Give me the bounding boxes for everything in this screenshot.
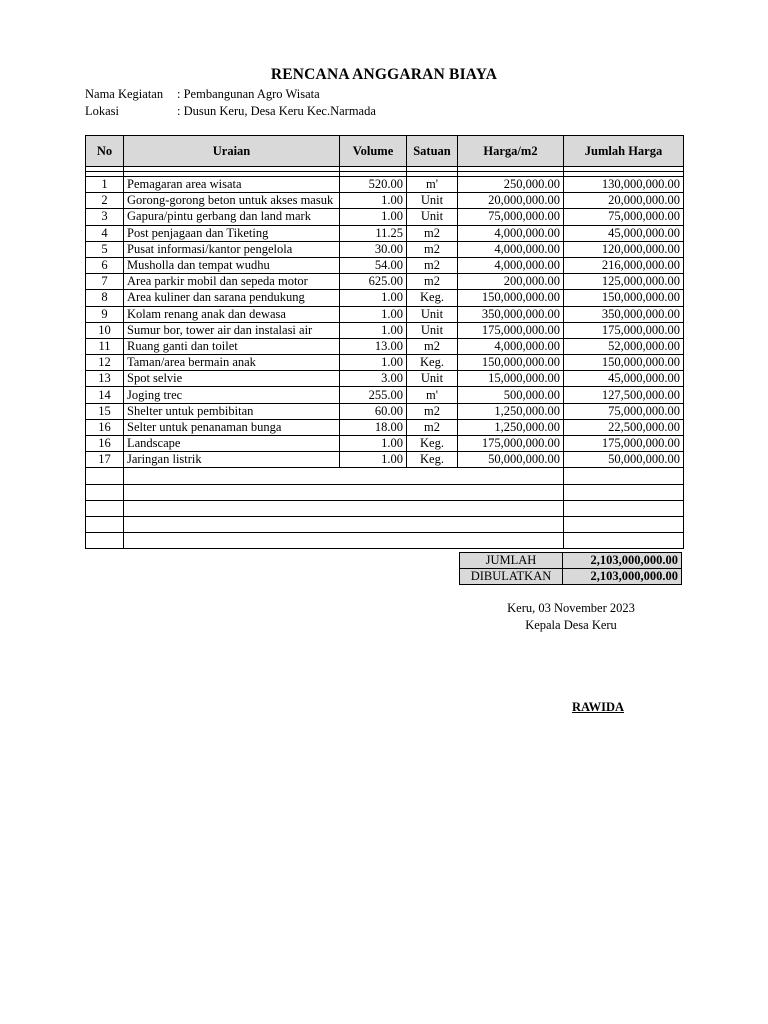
cell-no: 16 (86, 436, 124, 452)
cell-volume: 1.00 (340, 209, 407, 225)
empty-cell (86, 484, 124, 500)
cell-no: 5 (86, 241, 124, 257)
cell-uraian: Kolam renang anak dan dewasa (124, 306, 340, 322)
cell-uraian: Landscape (124, 436, 340, 452)
table-row (86, 452, 684, 468)
cell-uraian: Musholla dan tempat wudhu (124, 257, 340, 273)
cell-uraian: Area kuliner dan sarana pendukung (124, 290, 340, 306)
cell-harga: 4,000,000.00 (458, 241, 564, 257)
cell-satuan: m2 (407, 403, 458, 419)
cell-uraian: Pusat informasi/kantor pengelola (124, 241, 340, 257)
cell-jumlah: 150,000,000.00 (564, 290, 684, 306)
cell-harga: 200,000.00 (458, 274, 564, 290)
cell-volume: 13.00 (340, 338, 407, 354)
cell-uraian: Post penjagaan dan Tiketing (124, 225, 340, 241)
cell-satuan: m2 (407, 274, 458, 290)
cell-satuan: m2 (407, 338, 458, 354)
signature-position: Kepala Desa Keru (525, 618, 617, 632)
table-row (86, 257, 684, 273)
empty-cell (564, 468, 684, 484)
cell-no: 13 (86, 371, 124, 387)
cell-jumlah: 45,000,000.00 (564, 225, 684, 241)
kegiatan-value: : Pembangunan Agro Wisata (177, 87, 320, 101)
cell-volume: 1.00 (340, 290, 407, 306)
cell-jumlah: 150,000,000.00 (564, 355, 684, 371)
meta-kegiatan (85, 87, 320, 102)
cell-volume: 1.00 (340, 452, 407, 468)
empty-row (86, 484, 684, 500)
cell-harga: 175,000,000.00 (458, 436, 564, 452)
cell-volume: 18.00 (340, 419, 407, 435)
table-row (86, 338, 684, 354)
cell-uraian: Pemagaran area wisata (124, 177, 340, 193)
cell-jumlah: 20,000,000.00 (564, 193, 684, 209)
table-row (86, 419, 684, 435)
cell-jumlah: 45,000,000.00 (564, 371, 684, 387)
cell-harga: 4,000,000.00 (458, 257, 564, 273)
cell-no: 17 (86, 452, 124, 468)
cell-volume: 30.00 (340, 241, 407, 257)
cell-harga: 500,000.00 (458, 387, 564, 403)
header-volume: Volume (340, 136, 407, 167)
dibulatkan-label: DIBULATKAN (460, 569, 563, 585)
cell-uraian: Gorong-gorong beton untuk akses masuk (124, 193, 340, 209)
empty-row (86, 500, 684, 516)
cell-volume: 3.00 (340, 371, 407, 387)
table-row (86, 371, 684, 387)
empty-cell (564, 484, 684, 500)
document-title: RENCANA ANGGARAN BIAYA (270, 66, 498, 83)
header-no: No (86, 136, 124, 167)
cell-satuan: m' (407, 177, 458, 193)
cell-no: 15 (86, 403, 124, 419)
table-row (86, 290, 684, 306)
cell-volume: 520.00 (340, 177, 407, 193)
table-row (86, 193, 684, 209)
empty-cell (86, 500, 124, 516)
cell-volume: 1.00 (340, 436, 407, 452)
cell-satuan: m' (407, 387, 458, 403)
cell-harga: 150,000,000.00 (458, 290, 564, 306)
cell-volume: 54.00 (340, 257, 407, 273)
cell-uraian: Gapura/pintu gerbang dan land mark (124, 209, 340, 225)
jumlah-label: JUMLAH (460, 553, 563, 569)
cell-satuan: Unit (407, 193, 458, 209)
cell-harga: 150,000,000.00 (458, 355, 564, 371)
table-row (86, 306, 684, 322)
table-row (86, 436, 684, 452)
header-jumlah-harga: Jumlah Harga (564, 136, 684, 167)
rounded-total-row (460, 569, 682, 585)
cell-jumlah: 130,000,000.00 (564, 177, 684, 193)
signature-name: RAWIDA (571, 700, 625, 714)
header-satuan: Satuan (407, 136, 458, 167)
cell-no: 11 (86, 338, 124, 354)
empty-cell (124, 533, 564, 549)
empty-cell (124, 500, 564, 516)
empty-cell (124, 516, 564, 532)
cell-jumlah: 75,000,000.00 (564, 403, 684, 419)
cell-jumlah: 127,500,000.00 (564, 387, 684, 403)
cell-harga: 75,000,000.00 (458, 209, 564, 225)
table-row (86, 355, 684, 371)
cell-harga: 350,000,000.00 (458, 306, 564, 322)
cell-satuan: Unit (407, 209, 458, 225)
empty-cell (124, 468, 564, 484)
cell-satuan: Unit (407, 322, 458, 338)
empty-cell (86, 516, 124, 532)
jumlah-value: 2,103,000,000.00 (563, 553, 682, 569)
cell-volume: 60.00 (340, 403, 407, 419)
cell-uraian: Jaringan listrik (124, 452, 340, 468)
cell-no: 6 (86, 257, 124, 273)
cell-uraian: Area parkir mobil dan sepeda motor (124, 274, 340, 290)
cell-volume: 1.00 (340, 306, 407, 322)
table-row (86, 209, 684, 225)
cell-jumlah: 52,000,000.00 (564, 338, 684, 354)
empty-row (86, 533, 684, 549)
total-row (460, 553, 682, 569)
cell-jumlah: 120,000,000.00 (564, 241, 684, 257)
cell-satuan: m2 (407, 241, 458, 257)
empty-row (86, 468, 684, 484)
empty-row (86, 516, 684, 532)
empty-cell (564, 500, 684, 516)
table-row (86, 225, 684, 241)
cell-volume: 1.00 (340, 322, 407, 338)
cell-satuan: m2 (407, 257, 458, 273)
header-harga: Harga/m2 (458, 136, 564, 167)
cell-satuan: m2 (407, 419, 458, 435)
cell-satuan: Keg. (407, 290, 458, 306)
meta-lokasi (85, 104, 376, 119)
empty-cell (124, 484, 564, 500)
empty-cell (86, 468, 124, 484)
cell-uraian: Taman/area bermain anak (124, 355, 340, 371)
cell-no: 7 (86, 274, 124, 290)
cell-no: 14 (86, 387, 124, 403)
cell-volume: 1.00 (340, 193, 407, 209)
cell-jumlah: 22,500,000.00 (564, 419, 684, 435)
cell-jumlah: 75,000,000.00 (564, 209, 684, 225)
cell-harga: 1,250,000.00 (458, 403, 564, 419)
cell-no: 4 (86, 225, 124, 241)
table-row (86, 387, 684, 403)
cell-uraian: Selter untuk penanaman bunga (124, 419, 340, 435)
table-row (86, 177, 684, 193)
dibulatkan-value: 2,103,000,000.00 (563, 569, 682, 585)
cell-satuan: Keg. (407, 436, 458, 452)
cell-harga: 20,000,000.00 (458, 193, 564, 209)
table-row (86, 322, 684, 338)
cell-no: 2 (86, 193, 124, 209)
cell-jumlah: 350,000,000.00 (564, 306, 684, 322)
cell-no: 12 (86, 355, 124, 371)
cell-no: 10 (86, 322, 124, 338)
table-header-row (86, 136, 684, 167)
cell-harga: 50,000,000.00 (458, 452, 564, 468)
table-row (86, 274, 684, 290)
cell-no: 16 (86, 419, 124, 435)
cell-harga: 4,000,000.00 (458, 338, 564, 354)
empty-cell (86, 533, 124, 549)
cell-harga: 15,000,000.00 (458, 371, 564, 387)
cell-harga: 1,250,000.00 (458, 419, 564, 435)
cell-satuan: Unit (407, 371, 458, 387)
cell-no: 8 (86, 290, 124, 306)
empty-cell (564, 533, 684, 549)
cell-volume: 11.25 (340, 225, 407, 241)
header-uraian: Uraian (124, 136, 340, 167)
totals-table (459, 552, 682, 585)
cell-volume: 1.00 (340, 355, 407, 371)
table-row (86, 403, 684, 419)
cell-jumlah: 175,000,000.00 (564, 436, 684, 452)
cell-no: 3 (86, 209, 124, 225)
cell-jumlah: 175,000,000.00 (564, 322, 684, 338)
cell-no: 9 (86, 306, 124, 322)
cell-harga: 175,000,000.00 (458, 322, 564, 338)
cell-harga: 250,000.00 (458, 177, 564, 193)
cell-uraian: Spot selvie (124, 371, 340, 387)
cell-satuan: Keg. (407, 452, 458, 468)
cell-satuan: Unit (407, 306, 458, 322)
table-row (86, 241, 684, 257)
cell-uraian: Joging trec (124, 387, 340, 403)
cell-no: 1 (86, 177, 124, 193)
kegiatan-label: Nama Kegiatan (85, 87, 164, 101)
cell-uraian: Shelter untuk pembibitan (124, 403, 340, 419)
lokasi-label: Lokasi (85, 104, 120, 118)
cell-uraian: Sumur bor, tower air dan instalasi air (124, 322, 340, 338)
cell-jumlah: 216,000,000.00 (564, 257, 684, 273)
empty-cell (564, 516, 684, 532)
cell-harga: 4,000,000.00 (458, 225, 564, 241)
cell-uraian: Ruang ganti dan toilet (124, 338, 340, 354)
cell-volume: 625.00 (340, 274, 407, 290)
lokasi-value: : Dusun Keru, Desa Keru Kec.Narmada (177, 104, 376, 118)
cell-jumlah: 125,000,000.00 (564, 274, 684, 290)
signature-place-date: Keru, 03 November 2023 (507, 601, 635, 615)
cell-satuan: Keg. (407, 355, 458, 371)
cell-satuan: m2 (407, 225, 458, 241)
cell-jumlah: 50,000,000.00 (564, 452, 684, 468)
cell-volume: 255.00 (340, 387, 407, 403)
budget-table (85, 135, 684, 549)
